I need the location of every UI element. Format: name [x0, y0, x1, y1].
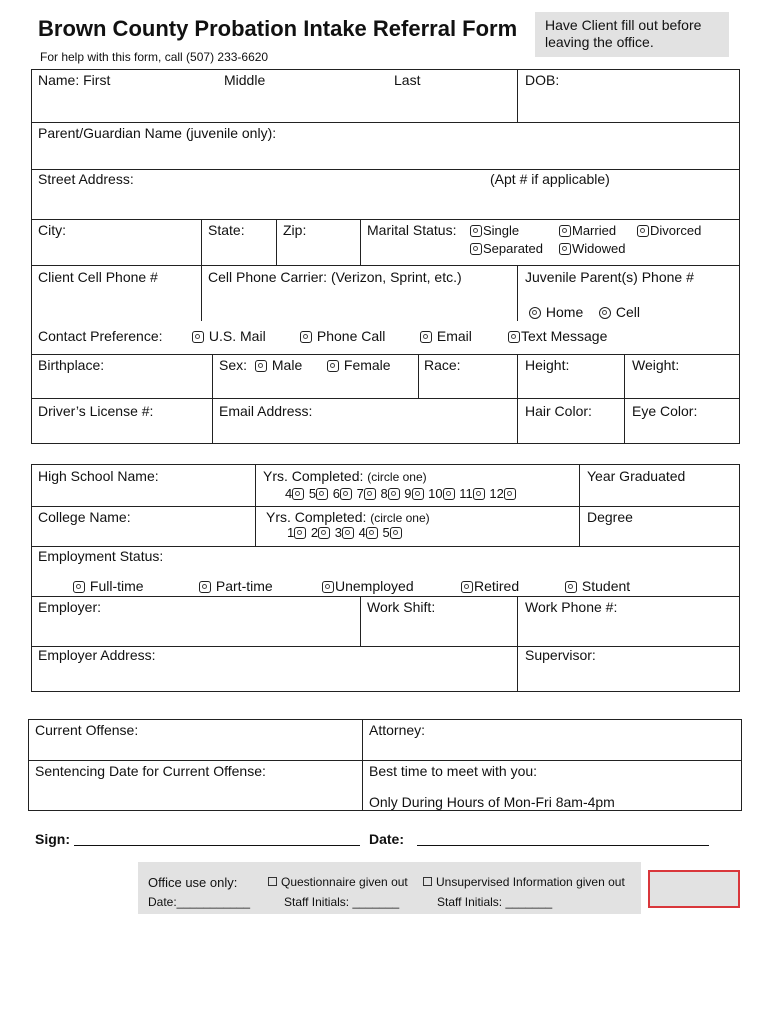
radio-icon [364, 488, 376, 500]
form-title: Brown County Probation Intake Referral Form [38, 16, 518, 41]
employment-status-label: Employment Status: [38, 548, 164, 564]
radio-icon [342, 527, 354, 539]
degree-label: Degree [587, 509, 633, 525]
radio-icon [504, 488, 516, 500]
radio-icon [255, 360, 267, 372]
college-years-options [287, 525, 403, 540]
staff-initials-2: Staff Initials: _______ [437, 895, 553, 909]
weight-label: Weight: [632, 357, 680, 373]
radio-icon [470, 243, 482, 255]
year-graduated-label: Year Graduated [587, 468, 686, 484]
hs-year-7[interactable]: 7 [357, 486, 377, 501]
sign-label: Sign: [35, 831, 70, 847]
work-shift-label: Work Shift: [367, 599, 436, 615]
hs-years-label: Yrs. Completed: (circle one) [263, 468, 427, 484]
employment-option-fulltime[interactable]: Full-time [73, 578, 144, 594]
checkbox-icon [268, 877, 277, 886]
radio-icon [340, 488, 352, 500]
dob-label: DOB: [525, 72, 560, 88]
radio-icon [559, 243, 571, 255]
office-use-label: Office use only: [148, 875, 238, 890]
radio-icon [470, 225, 482, 237]
radio-icon [73, 581, 85, 593]
zip-label: Zip: [283, 222, 307, 238]
radio-icon [322, 581, 334, 593]
hs-year-10[interactable]: 10 [428, 486, 455, 501]
contact-option-mail[interactable]: U.S. Mail [192, 328, 266, 344]
hs-year-6[interactable]: 6 [333, 486, 353, 501]
office-date-field: Date:___________ [148, 895, 251, 909]
radio-icon [327, 360, 339, 372]
contact-option-email[interactable]: Email [420, 328, 472, 344]
radio-icon [199, 581, 211, 593]
date-label: Date: [369, 831, 405, 847]
work-phone-label: Work Phone #: [525, 599, 618, 615]
radio-icon [292, 488, 304, 500]
hs-year-4[interactable]: 4 [285, 486, 305, 501]
hs-year-8[interactable]: 8 [380, 486, 400, 501]
last-name-label: Last [394, 72, 421, 88]
marital-option-widowed[interactable]: Widowed [559, 241, 625, 256]
employer-label: Employer: [38, 599, 102, 615]
marital-status-label: Marital Status: [367, 222, 457, 238]
college-year-5[interactable]: 5 [382, 525, 402, 540]
radio-icon [366, 527, 378, 539]
supervisor-label: Supervisor: [525, 647, 596, 663]
hs-year-12[interactable]: 12 [489, 486, 516, 501]
employer-address-label: Employer Address: [38, 647, 156, 663]
radio-icon [388, 488, 400, 500]
cell-phone-label: Client Cell Phone # [38, 269, 158, 285]
hs-years-options [285, 486, 517, 501]
college-label: College Name: [38, 509, 131, 525]
radio-icon [529, 307, 541, 319]
hs-year-5[interactable]: 5 [309, 486, 329, 501]
radio-icon [565, 581, 577, 593]
middle-name-label: Middle [224, 72, 266, 88]
radio-icon [420, 331, 432, 343]
radio-icon [294, 527, 306, 539]
instruction-note: Have Client fill out before leaving the office. [535, 12, 729, 57]
street-label: Street Address: [38, 171, 134, 187]
radio-icon [443, 488, 455, 500]
college-year-1[interactable]: 1 [287, 525, 307, 540]
marital-option-single[interactable]: Single [470, 223, 519, 238]
college-years-label: Yrs. Completed: (circle one) [266, 509, 430, 525]
license-label: Driver’s License #: [38, 403, 154, 419]
best-time-label: Best time to meet with you: [369, 763, 538, 779]
race-label: Race: [424, 357, 461, 373]
apt-label: (Apt # if applicable) [490, 171, 610, 187]
radio-icon [559, 225, 571, 237]
state-label: State: [208, 222, 245, 238]
college-year-2[interactable]: 2 [311, 525, 331, 540]
hair-color-label: Hair Color: [525, 403, 592, 419]
date-line[interactable] [417, 845, 709, 846]
employment-option-parttime[interactable]: Part-time [199, 578, 273, 594]
radio-icon [318, 527, 330, 539]
help-phone-text: For help with this form, call (507) 233-6620 [40, 50, 269, 64]
carrier-label: Cell Phone Carrier: (Verizon, Sprint, etc.) [208, 269, 462, 285]
checkbox-icon [423, 877, 432, 886]
questionnaire-checkbox[interactable]: Questionnaire given out [268, 875, 408, 889]
contact-preference-label: Contact Preference: [38, 328, 163, 344]
juvenile-phone-home[interactable]: Home [529, 304, 583, 320]
radio-icon [412, 488, 424, 500]
submit-button-box[interactable] [648, 870, 740, 908]
current-offense-label: Current Offense: [35, 722, 139, 738]
college-year-3[interactable]: 3 [335, 525, 355, 540]
unsupervised-checkbox[interactable]: Unsupervised Information given out [423, 875, 625, 889]
sex-label: Sex: [219, 357, 248, 373]
marital-option-separated[interactable]: Separated [470, 241, 543, 256]
marital-option-divorced[interactable]: Divorced [637, 223, 701, 238]
first-name-label: Name: First [38, 72, 111, 88]
sex-option-male[interactable]: Male [255, 357, 302, 373]
city-label: City: [38, 222, 66, 238]
college-year-4[interactable]: 4 [359, 525, 379, 540]
sex-option-female[interactable]: Female [327, 357, 391, 373]
radio-icon [637, 225, 649, 237]
radio-icon [316, 488, 328, 500]
radio-icon [599, 307, 611, 319]
radio-icon [300, 331, 312, 343]
contact-option-text[interactable]: Text Message [508, 328, 607, 344]
hs-year-9[interactable]: 9 [404, 486, 424, 501]
employment-option-unemployed[interactable]: Unemployed [322, 578, 414, 594]
radio-icon [192, 331, 204, 343]
hs-year-11[interactable]: 11 [459, 486, 486, 501]
sentencing-date-label: Sentencing Date for Current Offense: [35, 763, 266, 779]
juvenile-phone-label: Juvenile Parent(s) Phone # [525, 269, 694, 285]
radio-icon [461, 581, 473, 593]
radio-icon [390, 527, 402, 539]
high-school-label: High School Name: [38, 468, 159, 484]
contact-option-phone[interactable]: Phone Call [300, 328, 385, 344]
staff-initials-1: Staff Initials: _______ [284, 895, 400, 909]
eye-color-label: Eye Color: [632, 403, 698, 419]
attorney-label: Attorney: [369, 722, 426, 738]
birthplace-label: Birthplace: [38, 357, 105, 373]
radio-icon [473, 488, 485, 500]
guardian-label: Parent/Guardian Name (juvenile only): [38, 125, 277, 141]
employment-option-retired[interactable]: Retired [461, 578, 519, 594]
radio-icon [508, 331, 520, 343]
signature-line[interactable] [74, 845, 360, 846]
meeting-hours-text: Only During Hours of Mon-Fri 8am-4pm [369, 794, 615, 810]
juvenile-phone-cell[interactable]: Cell [599, 304, 640, 320]
marital-option-married[interactable]: Married [559, 223, 616, 238]
employment-option-student[interactable]: Student [565, 578, 630, 594]
email-label: Email Address: [219, 403, 313, 419]
height-label: Height: [525, 357, 570, 373]
